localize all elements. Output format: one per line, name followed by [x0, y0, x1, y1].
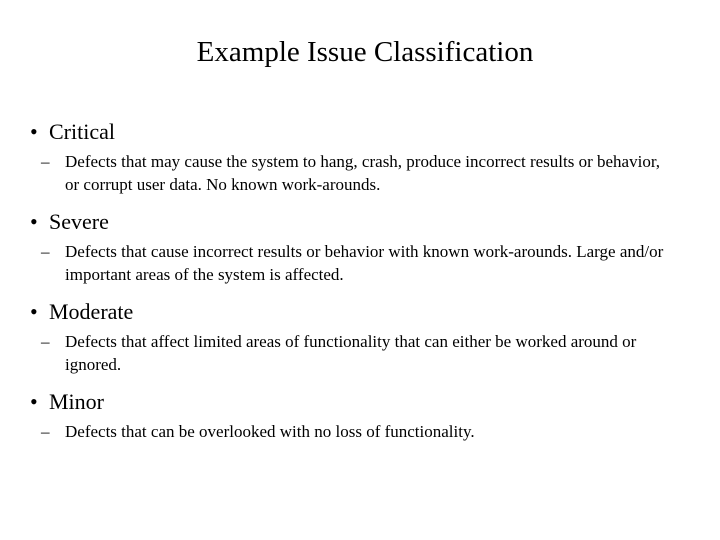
- dash-icon: –: [41, 152, 50, 171]
- bullet-dot-icon: •: [30, 299, 38, 324]
- sub-bullet-text: Defects that can be overlooked with no loss of functionality.: [65, 422, 475, 441]
- bullet-label: Moderate: [49, 299, 134, 324]
- bullet-moderate: [30, 298, 690, 376]
- sub-bullet-text: Defects that may cause the system to hang, crash, produce incorrect results or behavior, or corrupt user data. No known work-arounds.: [65, 152, 661, 194]
- bullet-severe: [30, 208, 690, 286]
- slide-title: Example Issue Classification: [196, 36, 534, 68]
- bullet-head: [30, 118, 690, 146]
- bullet-minor: [30, 388, 690, 443]
- bullet-dot-icon: •: [30, 119, 38, 144]
- sub-bullet-text: Defects that affect limited areas of functionality that can either be worked around or ignored.: [65, 332, 637, 374]
- bullet-dot-icon: •: [30, 209, 38, 234]
- bullet-head: [30, 388, 690, 416]
- sub-bullet: [41, 240, 690, 286]
- sub-bullet: [41, 420, 690, 443]
- bullet-dot-icon: •: [30, 389, 38, 414]
- bullet-list: [30, 118, 690, 455]
- bullet-label: Severe: [49, 209, 109, 234]
- dash-icon: –: [41, 242, 50, 261]
- bullet-label: Critical: [49, 119, 115, 144]
- sub-bullet-text: Defects that cause incorrect results or behavior with known work-arounds. Large and/or important areas of the system is affected.: [65, 242, 664, 284]
- bullet-head: [30, 298, 690, 326]
- sub-bullet: [41, 150, 690, 196]
- bullet-label: Minor: [49, 389, 104, 414]
- dash-icon: –: [41, 332, 50, 351]
- bullet-critical: [30, 118, 690, 196]
- dash-icon: –: [41, 422, 50, 441]
- bullet-head: [30, 208, 690, 236]
- sub-bullet: [41, 330, 690, 376]
